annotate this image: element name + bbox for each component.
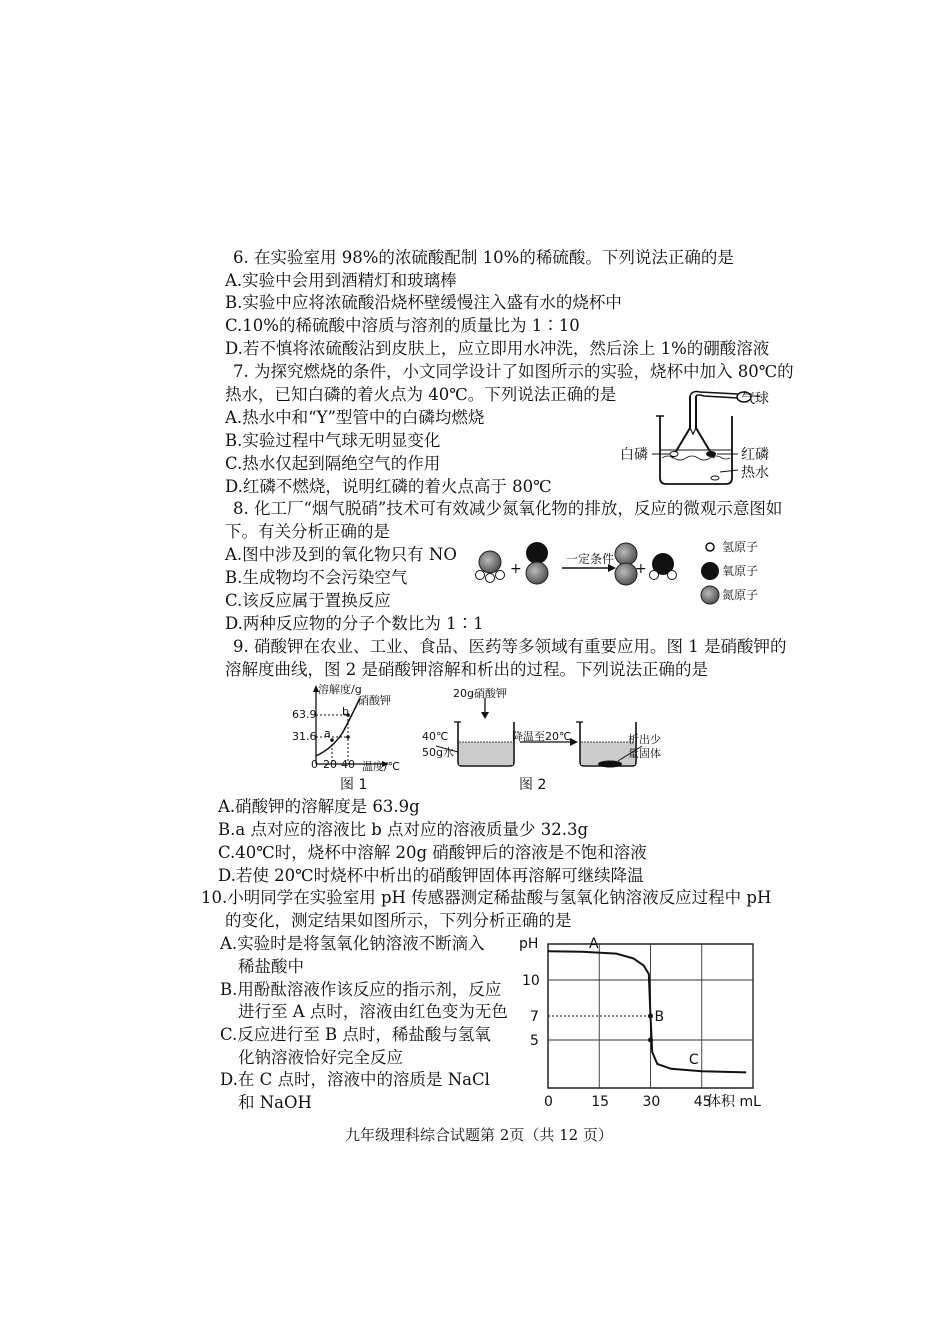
q7-balloon-label: 气球 <box>741 391 769 407</box>
q7-option-b: B.实验过程中气球无明显变化 <box>225 431 441 450</box>
q7-option-a: A.热水中和“Y”型管中的白磷均燃烧 <box>225 408 485 427</box>
q10-option-b-line-1: B.用酚酞溶液作该反应的指示剂，反应 <box>220 980 502 999</box>
q6-option-d: D.若不慎将浓硫酸沾到皮肤上，应立即用水冲洗，然后涂上 1%的硼酸溶液 <box>225 339 770 358</box>
q6-option-b: B.实验中应将浓硫酸沿烧杯壁缓慢注入盛有水的烧杯中 <box>225 293 622 312</box>
q10-stem-line-2: 的变化，测定结果如图所示，下列分析正确的是 <box>225 911 572 930</box>
ph-chart-xlabel: 体积 mL <box>707 1094 761 1110</box>
q10-option-a-line-2: 稀盐酸中 <box>238 957 304 976</box>
q9-stem-line-1: 9. 硝酸钾在农业、工业、食品、医药等多领域有重要应用。图 1 是硝酸钾的 <box>233 637 787 656</box>
q9-fig1-caption: 图 1 <box>340 777 368 793</box>
q9-fig1-xtick-20: 20 <box>323 758 337 771</box>
ph-xtick-15: 15 <box>591 1094 610 1110</box>
ph-label-C: C <box>688 1052 699 1068</box>
q6-stem: 6. 在实验室用 98%的浓硫酸配制 10%的稀硫酸。下列说法正确的是 <box>233 248 734 267</box>
q6-option-a: A.实验中会用到酒精灯和玻璃棒 <box>225 271 457 290</box>
q9-option-d: D.若使 20℃时烧杯中析出的硝酸钾固体再溶解可继续降温 <box>218 866 644 885</box>
q9-fig2-temp-label: 40℃ <box>422 730 449 743</box>
q10-option-c-line-2: 化钠溶液恰好完全反应 <box>238 1048 403 1067</box>
q7-stem-line-2: 热水，已知白磷的着火点为 40℃。下列说法正确的是 <box>225 385 617 404</box>
q9-fig1-point-a: a <box>324 727 331 740</box>
q10-option-c-line-1: C.反应进行至 B 点时，稀盐酸与氢氧 <box>220 1025 491 1044</box>
q9-fig1-ytick-63-9: 63.9 <box>292 708 317 721</box>
q8-stem-line-2: 下。有关分析正确的是 <box>225 522 390 541</box>
q8-stem-line-1: 8. 化工厂“烟气脱硝”技术可有效减少氮氧化物的排放，反应的微观示意图如 <box>233 499 783 518</box>
ph-ytick-10: 10 <box>522 973 540 989</box>
q9-option-c: C.40℃时，烧杯中溶解 20g 硝酸钾后的溶液是不饱和溶液 <box>218 843 647 862</box>
q7-white-phosphorus-label: 白磷 <box>620 447 648 463</box>
q9-fig1-ylabel: 溶解度/g <box>318 683 362 696</box>
q7-hot-water-label: 热水 <box>741 465 769 481</box>
q10-stem-line-1: 10.小明同学在实验室用 pH 传感器测定稀盐酸与氢氧化钠溶液反应过程中 pH <box>201 888 772 907</box>
q7-red-phosphorus-label: 红磷 <box>741 447 769 463</box>
q9-fig1-point-b: b <box>342 705 349 718</box>
q8-plus-sign-1: + <box>510 561 522 577</box>
ph-curve <box>548 951 746 1072</box>
q9-fig1-xtick-0: 0 <box>311 758 318 771</box>
ph-point-5 <box>648 1038 653 1043</box>
q6-option-c: C.10%的稀硫酸中溶质与溶剂的质量比为 1∶10 <box>225 316 580 335</box>
q8-reaction-condition: 一定条件 <box>566 552 615 566</box>
q8-option-a: A.图中涉及到的氧化物只有 NO <box>225 545 457 564</box>
q9-fig2-result-label-1: 析出少 <box>628 733 661 746</box>
ph-xtick-45: 45 <box>693 1094 712 1110</box>
q9-fig2-water-label: 50g水 <box>422 746 454 759</box>
q8-option-c: C.该反应属于置换反应 <box>225 591 391 610</box>
q7-stem-line-1: 7. 为探究燃烧的条件，小文同学设计了如图所示的实验，烧杯中加入 80℃的 <box>233 362 794 381</box>
q9-fig2-result-label-2: 量固体 <box>628 747 661 760</box>
q9-fig2-arrow-label: 降温至20℃ <box>512 730 572 743</box>
q9-option-a: A.硝酸钾的溶解度是 63.9g <box>218 797 420 816</box>
q10-option-d-line-1: D.在 C 点时，溶液中的溶质是 NaCl <box>220 1070 490 1089</box>
ph-chart-yticks <box>522 973 540 1049</box>
q10-ph-chart <box>515 928 770 1113</box>
ph-ytick-5: 5 <box>530 1033 539 1049</box>
q9-fig2-add-label: 20g硝酸钾 <box>453 687 507 700</box>
ph-chart-ylabel: pH <box>519 936 539 952</box>
ph-label-A: A <box>589 936 599 953</box>
ph-ytick-7: 7 <box>530 1009 539 1025</box>
q8-option-d: D.两种反应物的分子个数比为 1∶1 <box>225 614 484 633</box>
q9-fig1-curve-label: 硝酸钾 <box>358 694 391 707</box>
q9-fig2-caption: 图 2 <box>519 777 547 793</box>
ph-point-b <box>648 1014 653 1019</box>
q9-option-b: B.a 点对应的溶液比 b 点对应的溶液质量少 32.3g <box>218 820 589 839</box>
q9-fig1-xtick-40: 40 <box>341 758 355 771</box>
q8-legend-oxygen: 氧原子 <box>722 564 759 578</box>
q10-option-d-line-2: 和 NaOH <box>238 1093 312 1112</box>
q9-fig1-ytick-31-6: 31.6 <box>292 730 317 743</box>
ph-xtick-30: 30 <box>642 1094 661 1110</box>
q7-option-d: D.红磷不燃烧，说明红磷的着火点高于 80℃ <box>225 477 552 496</box>
q9-stem-line-2: 溶解度曲线，图 2 是硝酸钾溶解和析出的过程。下列说法正确的是 <box>225 660 708 679</box>
q9-fig1-xlabel: 温度/℃ <box>362 760 401 773</box>
q8-legend-nitrogen: 氮原子 <box>722 588 759 602</box>
ph-chart-svg <box>515 928 770 1113</box>
q8-legend-hydrogen: 氢原子 <box>722 540 759 554</box>
q8-option-b: B.生成物均不会污染空气 <box>225 568 408 587</box>
q10-option-a-line-1: A.实验时是将氢氧化钠溶液不断滴入 <box>220 934 485 953</box>
ph-chart-xticks <box>544 1094 712 1110</box>
ph-label-B: B <box>654 1009 665 1025</box>
q8-plus-sign-2: + <box>635 561 647 577</box>
ph-xtick-0: 0 <box>544 1094 553 1110</box>
q7-option-c: C.热水仅起到隔绝空气的作用 <box>225 454 441 473</box>
ph-chart-point-labels <box>589 936 699 1068</box>
page-footer: 九年级理科综合试题第 2页（共 12 页） <box>345 1126 613 1144</box>
q10-option-b-line-2: 进行至 A 点时，溶液由红色变为无色 <box>238 1002 508 1021</box>
